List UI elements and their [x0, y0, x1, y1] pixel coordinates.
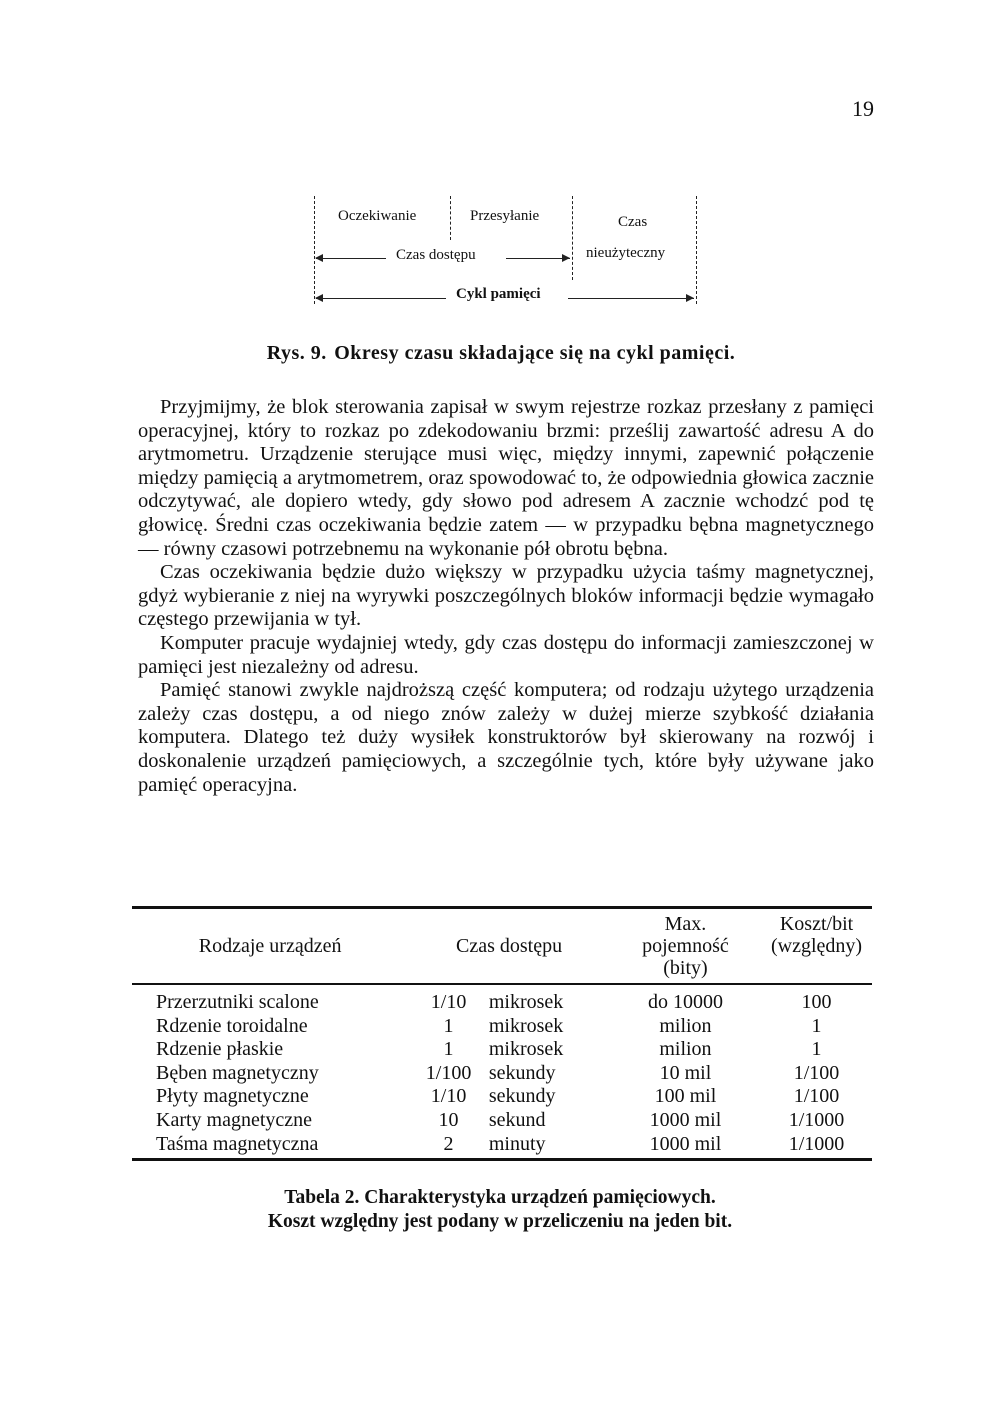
cycle-arrow-right-line [568, 298, 694, 299]
cell-device: Taśma magnetyczna [156, 1132, 319, 1155]
arrow-left-icon [315, 294, 323, 302]
table-header-row [132, 909, 872, 983]
paragraph: Komputer pracuje wydajniej wtedy, gdy czas dostępu do informacji zamieszczonej w pamięci jest niezależny od adresu. [138, 631, 874, 678]
divider-access-end [572, 196, 573, 280]
cell-cost: 1 [811, 1038, 822, 1061]
label-idle-2: nieużyteczny [586, 245, 666, 261]
cell-capacity: 1000 mil [649, 1108, 722, 1131]
header-capacity-line: (bity) [663, 957, 708, 979]
table-row [132, 1085, 872, 1109]
figure-number: Rys. 9. [266, 342, 327, 364]
label-transfer: Przesyłanie [470, 208, 540, 224]
figure-caption [0, 342, 1000, 365]
page-number: 19 [852, 96, 874, 121]
cell-time: 1 [443, 1038, 454, 1061]
cell-device: Przerzutniki scalone [156, 991, 319, 1013]
cell-device: Rdzenie płaskie [156, 1038, 284, 1061]
cycle-arrow-left-line [316, 298, 446, 299]
table-bottom-rule [132, 1158, 872, 1161]
cell-capacity: 10 mil [659, 1061, 712, 1084]
header-capacity-line: Max. [664, 913, 707, 935]
memory-cycle-diagram [300, 196, 720, 316]
label-access-time: Czas dostępu [396, 247, 476, 263]
table-row [132, 1062, 872, 1086]
memory-devices-table [132, 906, 872, 1161]
table-row [132, 1038, 872, 1062]
cell-device: Płyty magnetyczne [156, 1085, 309, 1108]
table-row [132, 1109, 872, 1133]
arrow-right-icon [562, 254, 570, 262]
cell-time: 1/10 [430, 991, 467, 1013]
cell-time: 1/10 [430, 1085, 467, 1108]
cell-cost: 1/1000 [788, 1132, 845, 1155]
cell-time: 1/100 [425, 1061, 472, 1084]
cell-time: 10 [438, 1108, 459, 1131]
arrow-left-icon [315, 254, 323, 262]
divider-start [314, 196, 315, 304]
header-rule [132, 983, 872, 985]
cell-unit: mikrosek [488, 991, 564, 1013]
table-row [132, 991, 872, 1015]
cell-capacity: 100 mil [654, 1085, 717, 1108]
header-capacity [610, 909, 761, 983]
cell-unit: sekund [488, 1108, 546, 1131]
label-idle-1: Czas [618, 214, 648, 230]
cell-time: 2 [443, 1132, 454, 1155]
header-device: Rodzaje urządzeń [198, 935, 342, 957]
cell-unit: sekundy [488, 1085, 556, 1108]
table-caption-line: Koszt względny jest podany w przeliczeniu na jeden bit. [267, 1211, 733, 1232]
paragraph: Przyjmijmy, że blok sterowania zapisał w swym rejestrze rozkaz przesłany z pamięci operacyjnej, który to rozkaz po zdekodowaniu brzmi: prześlij zawartość adresu A do arytmometru. Urządzenie sterujące musi więc, między innymi, zapewnić połączenie między pamięcią a arytmometrem, oraz spowodować to, że odpowiednia głowica zacznie odczytywać, ale dopiero wtedy, gdy słowo pod adresem A zacznie wchodzć pod tę głowicę. Średni czas oczekiwania będzie zatem — w przypadku bębna magnetycznego — równy czasowi potrzebnemu na wykonanie pół obrotu bębna. [138, 396, 874, 560]
paragraph: Pamięć stanowi zwykle najdroższą część komputera; od rodzaju użytego urządzenia zależy czas dostępu, a od niego znów zależy w dużej mierze szybkość działania komputera. Dlatego też duży wysiłek konstruktorów był skierowany na rozwój i doskonalenie urządzeń pamięciowych, a szczególnie tych, które były używane jako pamięć operacyjna. [138, 679, 874, 796]
cell-unit: mikrosek [488, 1014, 564, 1037]
cell-capacity: milion [659, 1038, 712, 1061]
divider-wait-transfer [450, 196, 451, 240]
cell-unit: minuty [488, 1132, 546, 1155]
access-arrow-left-line [316, 258, 386, 259]
paragraph: Czas oczekiwania będzie dużo większy w przypadku użycia taśmy magnetycznej, gdyż wybieranie z niej na wyrywki poszczególnych bloków informacji będzie wymagało częstego przewijania w tył. [138, 561, 874, 631]
cell-cost: 1/100 [793, 1061, 840, 1084]
figure-caption-text: Okresy czasu składające się na cykl pamięci. [334, 342, 736, 364]
access-arrow-right-line [506, 258, 570, 259]
cell-capacity: milion [659, 1014, 712, 1037]
table-row [132, 1133, 872, 1157]
cell-device: Rdzenie toroidalne [156, 1014, 308, 1037]
header-cost [761, 909, 872, 983]
header-cost-line: (względny) [770, 935, 863, 957]
arrow-right-icon [686, 294, 694, 302]
header-cost-line: Koszt/bit [779, 913, 854, 935]
header-access: Czas dostępu [455, 935, 563, 957]
cell-capacity: do 10000 [647, 991, 723, 1013]
table-caption [0, 1186, 1000, 1234]
cell-device: Bęben magnetyczny [156, 1061, 319, 1084]
label-waiting: Oczekiwanie [338, 208, 417, 224]
cell-unit: mikrosek [488, 1038, 564, 1061]
cell-cost: 1/1000 [788, 1108, 845, 1131]
cell-cost: 100 [801, 991, 832, 1013]
table-row [132, 1015, 872, 1039]
cell-unit: sekundy [488, 1061, 556, 1084]
table-caption-line: Tabela 2. Charakterystyka urządzeń pamięciowych. [284, 1187, 716, 1208]
label-memory-cycle: Cykl pamięci [456, 286, 541, 302]
body-text [138, 396, 874, 797]
cell-time: 1 [443, 1014, 454, 1037]
cell-device: Karty magnetyczne [156, 1108, 313, 1131]
cell-cost: 1/100 [793, 1085, 840, 1108]
cell-cost: 1 [811, 1014, 822, 1037]
divider-end [696, 196, 697, 304]
header-capacity-line: pojemność [642, 935, 729, 957]
cell-capacity: 1000 mil [649, 1132, 722, 1155]
